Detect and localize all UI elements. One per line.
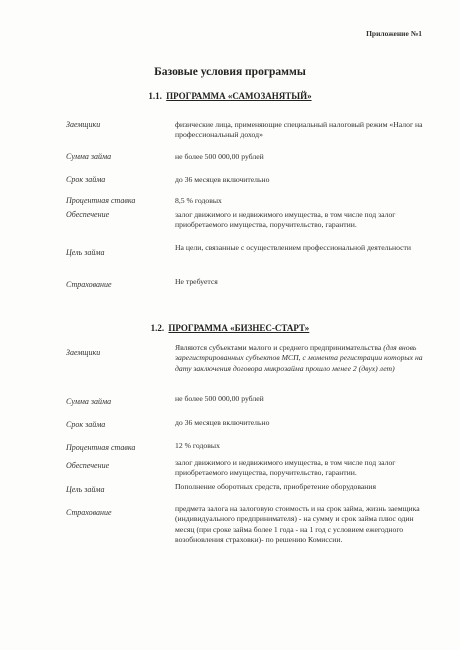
section-name: ПРОГРАММА «САМОЗАНЯТЫЙ» — [166, 91, 312, 101]
term-value: не более 500 000,00 рублей — [175, 152, 264, 161]
term-value: не более 500 000,00 рублей — [175, 394, 264, 403]
term-label: Страхование — [66, 280, 112, 289]
term-label: Процентная ставка — [66, 196, 136, 205]
term-value: 8,5 % годовых — [175, 196, 222, 205]
term-label: Срок займа — [66, 420, 106, 429]
appendix-number: Приложение №1 — [366, 29, 422, 38]
term-label: Процентная ставка — [66, 443, 136, 452]
term-value: физические лица, применяющие специальный налоговый режим «Налог на профессиональный доход» — [175, 120, 423, 140]
term-value: залог движимого и недвижимого имущества, в том числе под залог приобретаемого имущества, поручительство, гарантии. — [175, 210, 396, 230]
term-value: предмета залога на залоговую стоимость и на срок займа, жизнь заемщика (индивидуального предпринимателя) - на сумму и срок займа плюс один месяц (при сроке займа более 1 года - на 1 год с условием ежегодного возобновления страховки)- по решению Комиссии. — [175, 504, 420, 545]
term-value: залог движимого и недвижимого имущества, в том числе под залог приобретаемого имущества, поручительство, гарантии. — [175, 458, 396, 478]
section-number: 1.1. — [148, 91, 162, 101]
term-value: до 36 месяцев включительно — [175, 175, 270, 184]
term-value — [175, 343, 433, 374]
term-label: Обеспечение — [66, 461, 110, 470]
term-value: Пополнение оборотных средств, приобретение оборудования — [175, 482, 377, 491]
term-value-main: Являются субъектами малого и среднего предпринимательства — [175, 343, 382, 352]
section-title-biznes-start — [0, 323, 460, 333]
term-label: Заемщики — [66, 348, 101, 357]
term-label: Страхование — [66, 508, 112, 517]
term-value: На цели, связанные с осуществлением профессиональной деятельности — [175, 243, 411, 252]
term-value: Не требуется — [175, 277, 218, 286]
term-label: Цель займа — [66, 248, 105, 257]
term-value: 12 % годовых — [175, 441, 220, 450]
section-number: 1.2. — [150, 323, 165, 333]
term-label: Срок займа — [66, 175, 106, 184]
term-value-note: (для вновь зарегистрированных субъектов МСП, с момента регистрации которых на дату заключения договора микрозайма прошло менее 2 (двух) лет) — [175, 343, 423, 373]
term-label: Цель займа — [66, 485, 105, 494]
term-label: Сумма займа — [66, 397, 112, 406]
term-label: Обеспечение — [66, 210, 110, 219]
document-title: Базовые условия программы — [154, 66, 306, 78]
section-title-samozanyatyi — [0, 91, 460, 101]
term-label: Заемщики — [66, 120, 101, 129]
section-name: ПРОГРАММА «БИЗНЕС-СТАРТ» — [168, 323, 310, 333]
term-value: до 36 месяцев включительно — [175, 418, 270, 427]
term-label: Сумма займа — [66, 152, 112, 161]
